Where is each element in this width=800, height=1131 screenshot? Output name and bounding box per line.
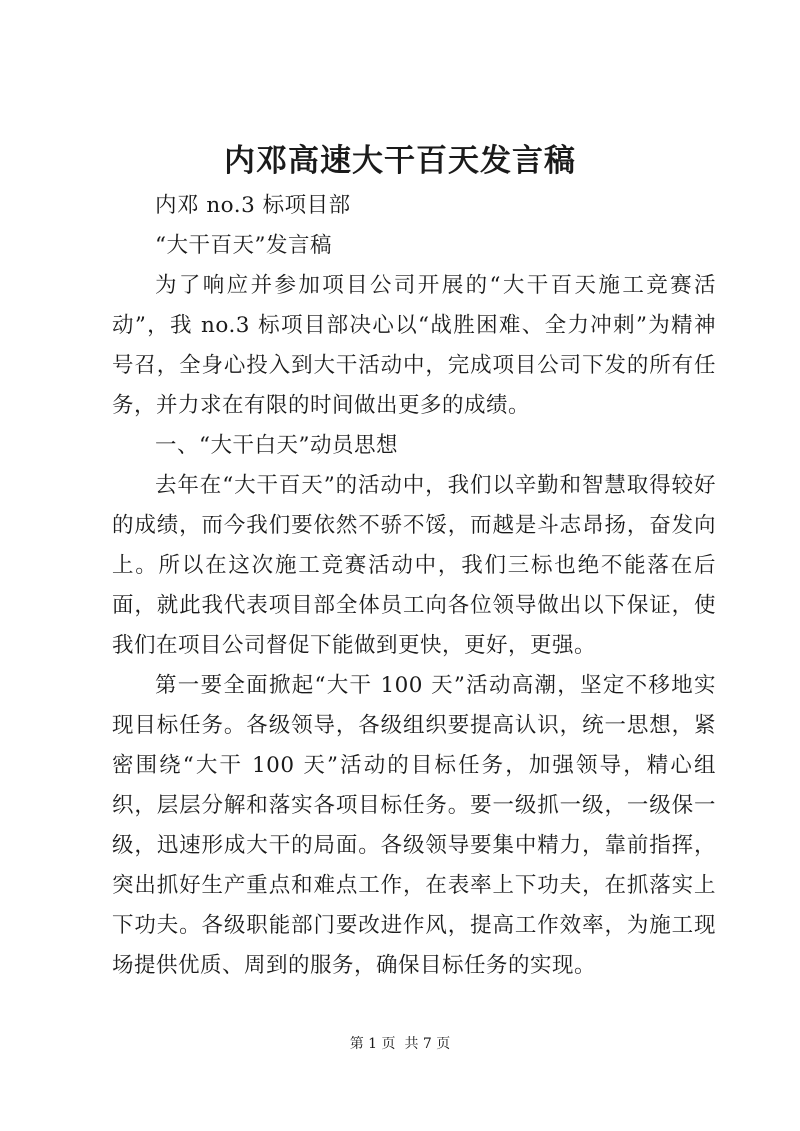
document-body <box>112 186 716 986</box>
paragraph-intro: 为了响应并参加项目公司开展的“大干百天施工竞赛活动”，我 no.3 标项目部决心以“战胜困难、全力冲刺”为精神号召，全身心投入到大干活动中，完成项目公司下发的所有任务，并力求在有限的时间做出更多的成绩。 <box>112 273 716 418</box>
paragraph-project-dept: 内邓 no.3 标项目部 <box>155 193 351 218</box>
paragraph-subtitle: “大干百天”发言稿 <box>155 233 332 258</box>
document-title: 内邓高速大干百天发言稿 <box>224 143 576 179</box>
paragraph-last-year: 去年在“大干百天”的活动中，我们以辛勤和智慧取得较好的成绩，而今我们要依然不骄不馁，而越是斗志昂扬，奋发向上。所以在这次施工竞赛活动中，我们三标也绝不能落在后面，就此我代表项目部全体员工向各位领导做出以下保证，使我们在项目公司督促下能做到更快，更好，更强。 <box>112 473 716 658</box>
section-heading-1: 一、“大干白天”动员思想 <box>155 433 398 458</box>
page-number-label: 第 1 页 共 7 页 <box>349 1036 451 1052</box>
paragraph-first-point: 第一要全面掀起“大干 100 天”活动高潮，坚定不移地实现目标任务。各级领导，各级组织要提高认识，统一思想，紧密围绕“大干 100 天”活动的目标任务，加强领导，精心组织，层层分解和落实各项目标任务。要一级抓一级，一级保一级，迅速形成大干的局面。各级领导要集中精力，靠前指挥，突出抓好生产重点和难点工作，在表率上下功夫，在抓落实上下功夫。各级职能部门要改进作风，提高工作效率，为施工现场提供优质、周到的服务，确保目标任务的实现。 <box>112 673 716 978</box>
page-footer <box>0 1034 800 1054</box>
